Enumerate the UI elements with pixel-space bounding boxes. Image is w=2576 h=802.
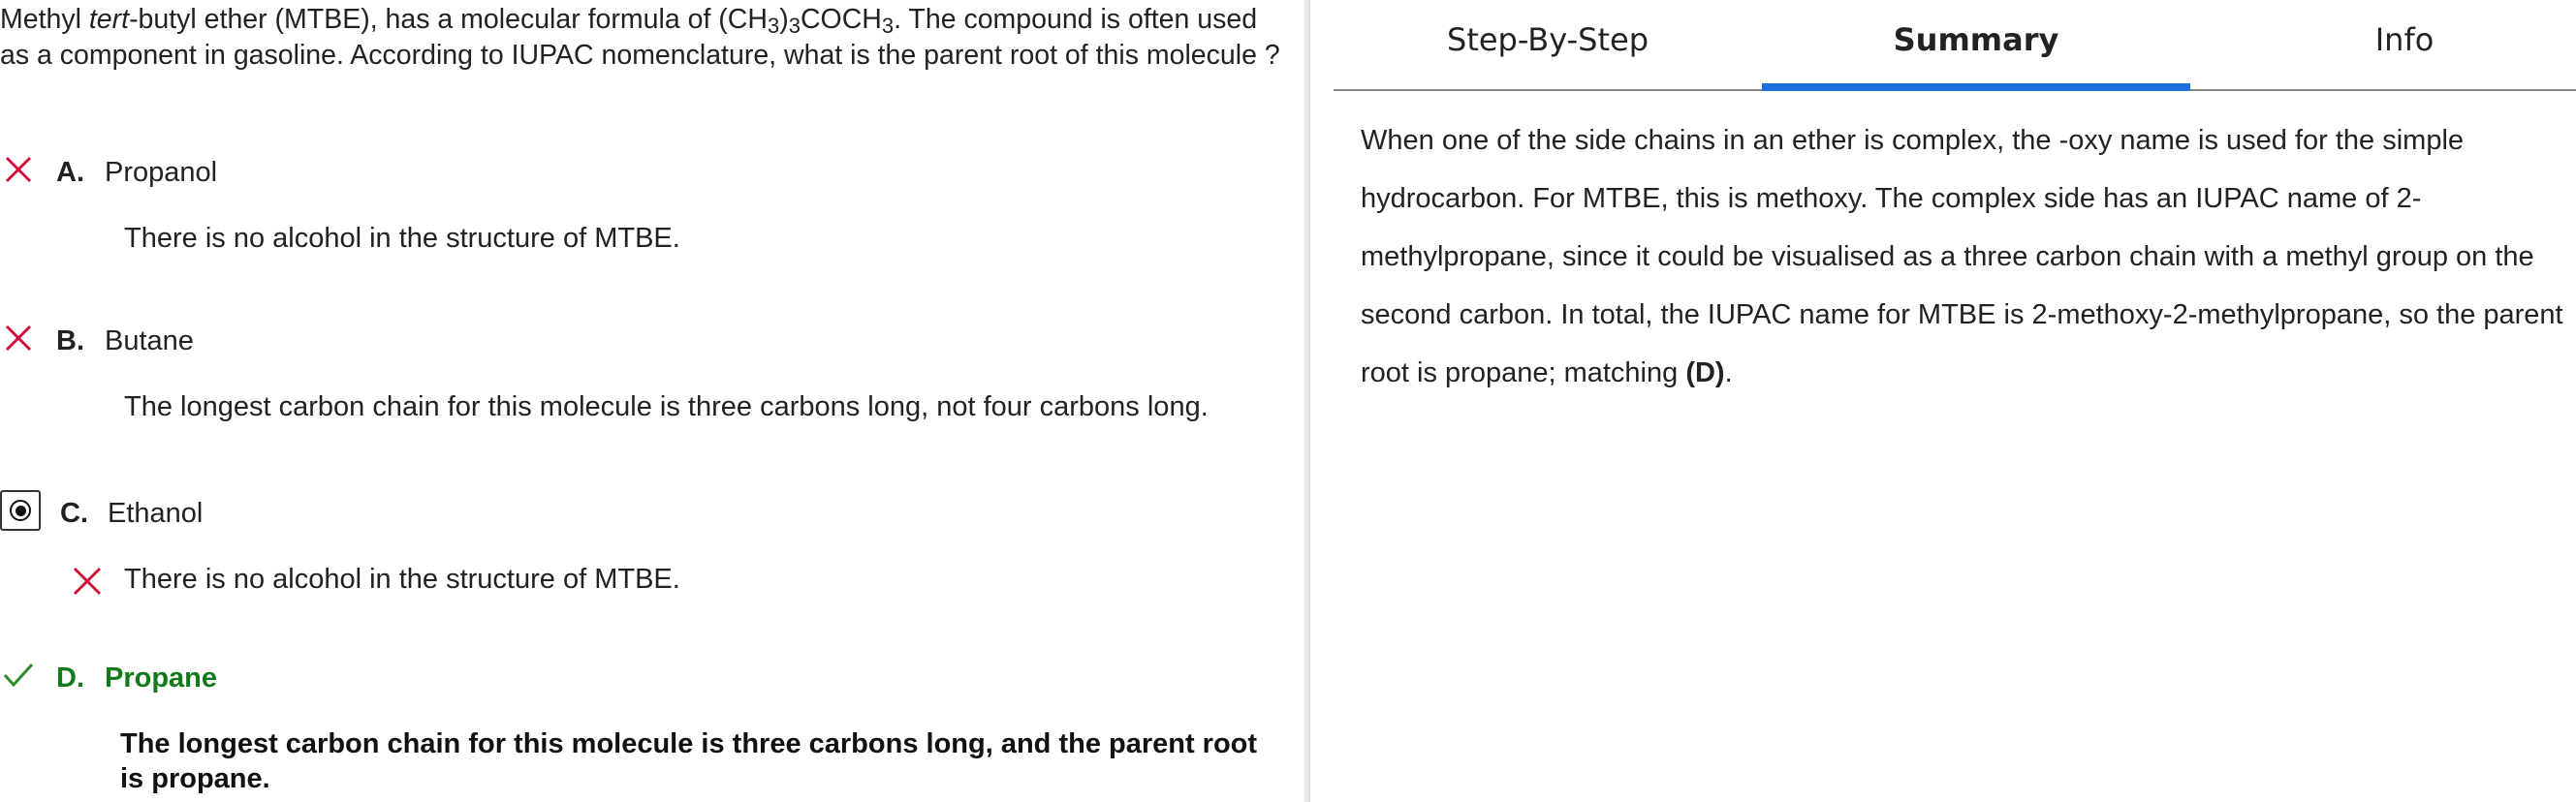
option-b[interactable] xyxy=(0,320,1299,426)
explanation-panel xyxy=(1310,0,2576,802)
option-d-feedback: The longest carbon chain for this molecule is three carbons long, and the parent root is propane. xyxy=(120,728,1258,794)
option-c-feedback: There is no alcohol in the structure of MTBE. xyxy=(124,564,680,595)
option-d[interactable] xyxy=(0,657,1299,802)
option-c[interactable] xyxy=(0,490,1299,606)
answer-reference: (D) xyxy=(1685,357,1725,388)
incorrect-x-icon xyxy=(70,564,105,599)
option-c-header[interactable] xyxy=(0,490,1299,529)
option-b-header[interactable] xyxy=(0,320,1299,358)
active-tab-indicator xyxy=(1762,83,2190,91)
radio-selected-icon[interactable] xyxy=(0,490,41,531)
option-a[interactable] xyxy=(0,151,1299,258)
option-b-feedback: The longest carbon chain for this molecule is three carbons long, not four carbons long. xyxy=(124,391,1209,422)
tab-info[interactable]: Info xyxy=(2374,21,2435,58)
question-text: Methyl tert-butyl ether (MTBE), has a molecular formula of $(CH_3)_3COCH_3$. The compound is often used as a component in gasoline. According to IUPAC nomenclature, what is the parent root of this molecule ? xyxy=(0,4,1280,71)
option-b-label: Butane xyxy=(105,325,194,356)
option-a-label: Propanol xyxy=(105,157,218,188)
tab-summary[interactable]: Summary xyxy=(1893,21,2059,58)
option-c-label: Ethanol xyxy=(108,498,204,529)
option-d-letter: D. xyxy=(56,663,84,694)
tab-step-by-step[interactable]: Step-By-Step xyxy=(1447,21,1649,58)
explanation-text: When one of the side chains in an ether is complex, the -oxy name is used for the simple hydrocarbon. For MTBE, this is methoxy. The complex side has an IUPAC name of 2-methylpropane, since it could be visualised as a three carbon chain with a methyl group on the second carbon. In total, the IUPAC name for MTBE is 2-methoxy-2-methylpropane, so the parent root is propane; matching (D). xyxy=(1361,125,2563,388)
incorrect-x-icon xyxy=(0,151,37,188)
option-a-header[interactable] xyxy=(0,151,1299,190)
option-a-letter: A. xyxy=(56,157,84,188)
option-d-label: Propane xyxy=(105,663,218,694)
radio-ring xyxy=(10,500,31,521)
option-b-letter: B. xyxy=(56,325,84,356)
option-a-feedback: There is no alcohol in the structure of MTBE. xyxy=(124,223,680,254)
correct-checkmark-icon xyxy=(0,657,37,694)
option-c-letter: C. xyxy=(60,498,88,529)
incorrect-x-icon xyxy=(0,320,37,356)
radio-box xyxy=(0,490,41,531)
option-d-header[interactable] xyxy=(0,657,1299,695)
radio-dot xyxy=(16,506,26,516)
tab-bar xyxy=(1334,0,2576,91)
